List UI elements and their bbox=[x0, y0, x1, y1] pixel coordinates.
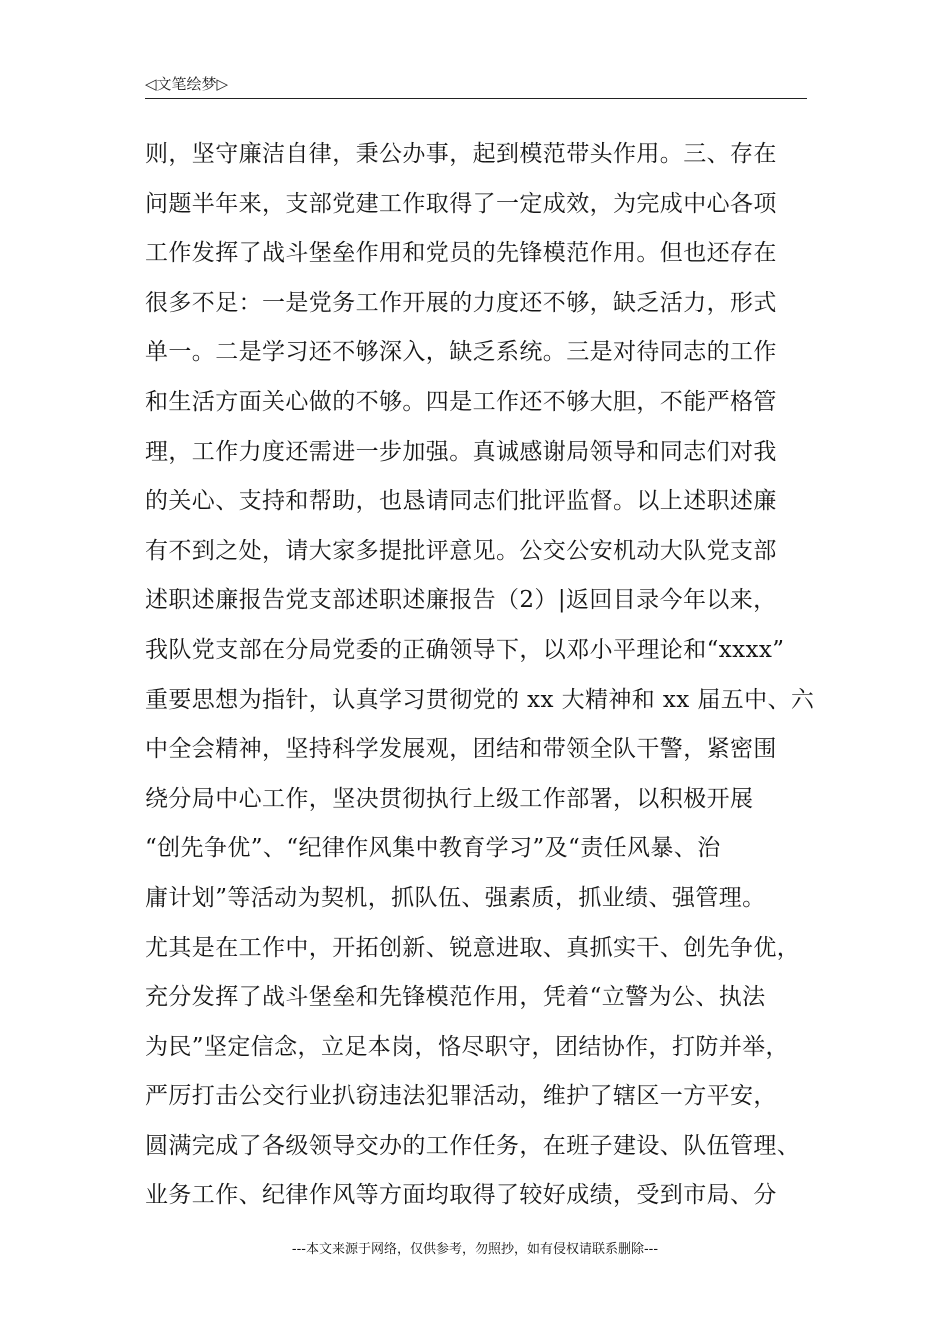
header-brand: ◁文笔绘梦▷ bbox=[145, 75, 229, 93]
body-line: 我队党支部在分局党委的正确领导下，以邓小平理论和“xxxx” bbox=[145, 636, 785, 663]
body-line: 充分发挥了战斗堡垒和先锋模范作用，凭着“立警为公、执法 bbox=[145, 984, 766, 1011]
document-body bbox=[145, 130, 815, 1221]
body-line: 严厉打击公交行业扒窃违法犯罪活动，维护了辖区一方平安， bbox=[145, 1083, 777, 1110]
body-line: 和生活方面关心做的不够。四是工作还不够大胆，不能严格管 bbox=[145, 388, 777, 415]
body-line: 则，坚守廉洁自律，秉公办事，起到模范带头作用。三、存在 bbox=[145, 141, 777, 167]
body-line: 重要思想为指针，认真学习贯彻党的 xx 大精神和 xx 届五中、六 bbox=[145, 686, 815, 713]
body-line: 问题半年来，支部党建工作取得了一定成效，为完成中心各项 bbox=[145, 190, 777, 217]
body-line: 理，工作力度还需进一步加强。真诚感谢局领导和同志们对我 bbox=[145, 438, 777, 465]
body-line: “创先争优”、“纪律作风集中教育学习”及“责任风暴、治 bbox=[145, 835, 721, 862]
header-divider bbox=[145, 98, 807, 99]
page-header bbox=[145, 72, 807, 98]
body-line: 业务工作、纪律作风等方面均取得了较好成绩，受到市局、分 bbox=[145, 1182, 777, 1209]
body-line: 单一。二是学习还不够深入，缺乏系统。三是对待同志的工作 bbox=[145, 339, 777, 366]
body-line: 为民”坚定信念，立足本岗，恪尽职守，团结协作，打防并举， bbox=[145, 1033, 789, 1060]
body-line: 圆满完成了各级领导交办的工作任务，在班子建设、队伍管理、 bbox=[145, 1132, 801, 1159]
body-line: 的关心、支持和帮助，也恳请同志们批评监督。以上述职述廉 bbox=[145, 488, 777, 515]
body-line: 尤其是在工作中，开拓创新、锐意进取、真抓实干、创先争优， bbox=[145, 934, 801, 961]
body-line: 中全会精神，坚持科学发展观，团结和带领全队干警，紧密围 bbox=[145, 736, 777, 763]
body-line: 述职述廉报告党支部述职述廉报告（2）|返回目录今年以来， bbox=[145, 587, 777, 614]
body-line: 有不到之处，请大家多提批评意见。公交公安机动大队党支部 bbox=[145, 537, 777, 564]
page-footer-notice: ---本文来源于网络，仅供参考，勿照抄，如有侵权请联系删除--- bbox=[291, 1242, 659, 1257]
body-line: 工作发挥了战斗堡垒作用和党员的先锋模范作用。但也还存在 bbox=[145, 240, 777, 267]
body-line: 很多不足：一是党务工作开展的力度还不够，缺乏活力，形式 bbox=[145, 289, 777, 316]
body-line: 庸计划”等活动为契机，抓队伍、强素质，抓业绩、强管理。 bbox=[145, 884, 766, 911]
body-line: 绕分局中心工作，坚决贯彻执行上级工作部署，以积极开展 bbox=[145, 785, 754, 812]
